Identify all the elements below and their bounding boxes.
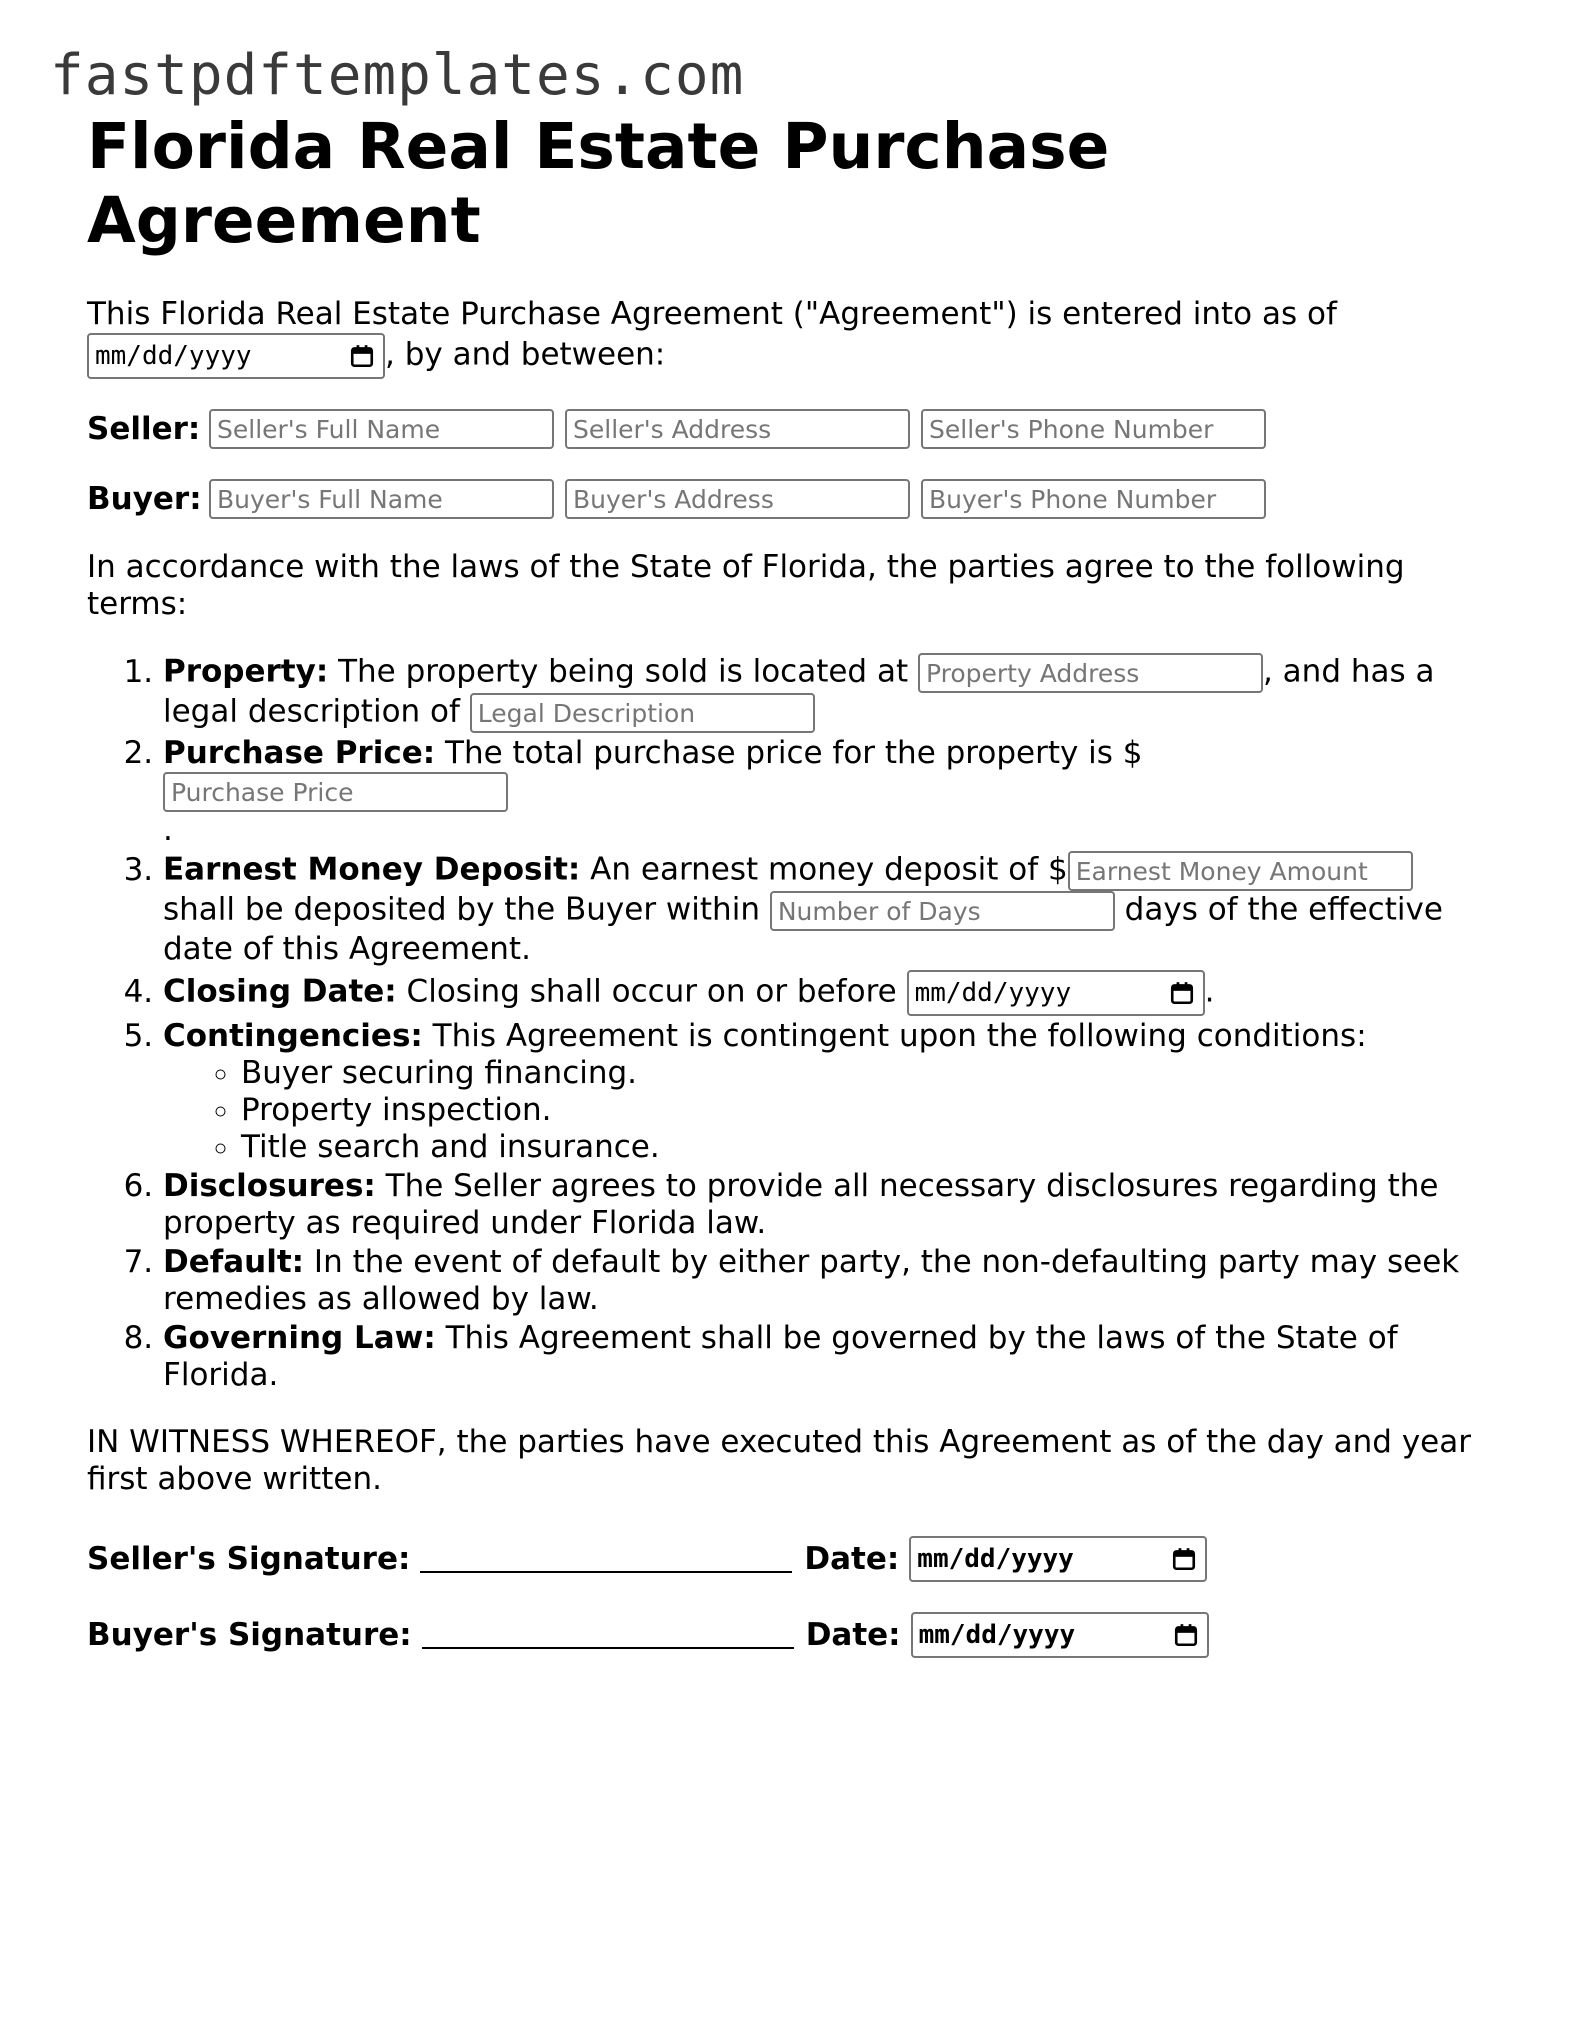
date-placeholder: mm/dd/yyyy (914, 977, 1072, 1008)
term-text: This Agreement is contingent upon the following conditions: (422, 1018, 1367, 1054)
terms-intro: In accordance with the laws of the State of Florida, the parties agree to the following terms: (87, 549, 1405, 622)
term-text: . (1204, 973, 1215, 1010)
date-label: Date: (804, 1540, 900, 1577)
terms-list (87, 653, 1487, 1394)
property-address-input[interactable] (918, 653, 1263, 693)
page-title: Florida Real Estate Purchase Agreement (87, 110, 1110, 257)
term-text: The Seller agrees to provide all necessary disclosures regarding the property as required under Florida law. (163, 1168, 1439, 1241)
term-label: Purchase Price: (163, 735, 436, 771)
term-text: This Agreement shall be governed by the laws of the State of Florida. (163, 1320, 1398, 1393)
calendar-icon[interactable] (1173, 1622, 1199, 1648)
buyer-label: Buyer: (87, 480, 202, 517)
buyer-signature-date-input[interactable] (911, 1612, 1209, 1658)
buyer-row (87, 479, 1487, 519)
legal-description-input[interactable] (470, 693, 815, 733)
seller-name-input[interactable] (209, 409, 554, 449)
term-text: An earnest money deposit of $ (580, 851, 1068, 888)
closing-date-input[interactable] (907, 970, 1205, 1016)
term-governing-law (163, 1320, 1487, 1394)
calendar-icon[interactable] (349, 343, 375, 369)
term-text: , and has a legal description of (163, 653, 1435, 730)
date-placeholder: mm/dd/yyyy (95, 340, 252, 371)
term-label: Default: (163, 1244, 305, 1280)
term-disclosures (163, 1168, 1487, 1242)
date-placeholder: mm/dd/yyyy (917, 1543, 1074, 1574)
list-item: ◦ Title search and insurance. (241, 1129, 1487, 1166)
term-label: Governing Law: (163, 1320, 436, 1356)
date-label: Date: (805, 1616, 901, 1653)
buyer-phone-input[interactable] (921, 479, 1266, 519)
term-earnest-money (163, 851, 1487, 968)
intro-text: This Florida Real Estate Purchase Agreement ("Agreement") is entered into as of (87, 296, 1337, 332)
purchase-price-input[interactable] (163, 772, 508, 812)
buyer-name-input[interactable] (209, 479, 554, 519)
term-property (163, 653, 1487, 733)
seller-signature-date-input[interactable] (909, 1536, 1207, 1582)
seller-label: Seller: (87, 410, 201, 447)
seller-signature-line[interactable] (420, 1545, 792, 1573)
contingency-list (163, 1055, 1487, 1166)
term-closing-date (163, 970, 1487, 1016)
term-label: Property: (163, 653, 329, 690)
seller-address-input[interactable] (565, 409, 910, 449)
term-default (163, 1244, 1487, 1318)
watermark: fastpdftemplates.com (50, 43, 745, 108)
buyer-signature-line[interactable] (422, 1621, 794, 1649)
calendar-icon[interactable] (1169, 980, 1195, 1006)
term-text: days of the effective date of this Agreement. (163, 891, 1443, 967)
seller-signature-row (87, 1536, 1487, 1582)
term-text: Closing shall occur on or before (396, 973, 907, 1010)
number-of-days-input[interactable] (770, 891, 1115, 931)
term-text: . (163, 812, 173, 848)
term-text: In the event of default by either party, the non-defaulting party may seek remedies as allowed by law. (163, 1244, 1460, 1317)
term-label: Contingencies: (163, 1018, 423, 1054)
term-text: The total purchase price for the property is $ (435, 735, 1143, 771)
seller-phone-input[interactable] (921, 409, 1266, 449)
term-text: The property being sold is located at (328, 653, 918, 690)
earnest-money-input[interactable] (1068, 851, 1413, 891)
term-label: Earnest Money Deposit: (163, 851, 581, 888)
intro-text-after: , by and between: (385, 336, 666, 373)
agreement-date-input[interactable] (87, 333, 385, 379)
term-text: shall be deposited by the Buyer within (163, 891, 770, 928)
calendar-icon[interactable] (1171, 1546, 1197, 1572)
seller-signature-label: Seller's Signature: (87, 1540, 411, 1577)
seller-row (87, 409, 1487, 449)
term-contingencies (163, 1018, 1487, 1166)
term-label: Disclosures: (163, 1168, 376, 1204)
term-label: Closing Date: (163, 973, 397, 1010)
term-purchase-price (163, 735, 1487, 849)
agreement-document (87, 110, 1487, 1658)
buyer-signature-label: Buyer's Signature: (87, 1616, 412, 1653)
date-placeholder: mm/dd/yyyy (918, 1619, 1076, 1650)
buyer-address-input[interactable] (565, 479, 910, 519)
buyer-signature-row (87, 1612, 1487, 1658)
intro-paragraph (87, 296, 1487, 379)
list-item: ◦ Buyer securing financing. (241, 1055, 1487, 1092)
witness-paragraph: IN WITNESS WHEREOF, the parties have executed this Agreement as of the day and year first above written. (87, 1424, 1471, 1497)
list-item: ◦ Property inspection. (241, 1092, 1487, 1129)
